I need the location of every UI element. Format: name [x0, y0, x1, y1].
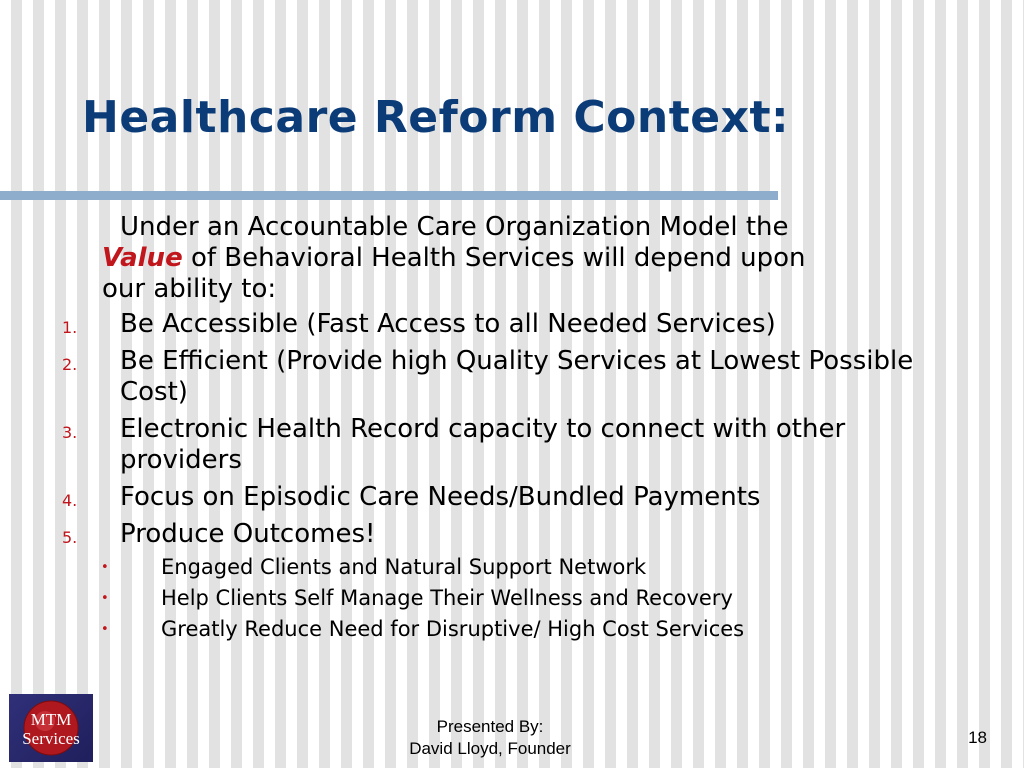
numbered-list [0, 309, 1000, 556]
list-item-text: Be Efficient (Provide high Quality Services at Lowest Possible Cost) [120, 346, 914, 407]
sub-list-item-text: Engaged Clients and Natural Support Network [161, 555, 647, 579]
intro-line-1: Under an Accountable Care Organization Model the [120, 212, 789, 242]
list-item [0, 309, 1000, 340]
list-item-number: 4. [62, 491, 78, 510]
intro-emphasis-value: Value [102, 243, 183, 273]
footer-presenter [330, 716, 650, 760]
logo-line-1: MTM [30, 710, 72, 729]
sub-list-item [0, 614, 1000, 645]
bullet-icon: • [101, 622, 109, 637]
list-item-number: 1. [62, 318, 78, 337]
list-item [0, 482, 1000, 513]
intro-paragraph [102, 212, 982, 305]
sub-bullet-list [0, 552, 1000, 645]
intro-line-2: of Behavioral Health Services will depend upon [182, 243, 806, 273]
bullet-icon: • [101, 560, 109, 575]
list-item-number: 3. [62, 423, 78, 442]
list-item-number: 2. [62, 355, 78, 374]
list-item-number: 5. [62, 528, 78, 547]
presenter-name: David Lloyd, Founder [409, 739, 571, 758]
list-item-text: Focus on Episodic Care Needs/Bundled Payments [120, 482, 761, 512]
sub-list-item [0, 552, 1000, 583]
logo-line-2: Services [22, 729, 80, 748]
slide-title: Healthcare Reform Context: [82, 92, 790, 143]
list-item [0, 519, 1000, 550]
list-item-text: Produce Outcomes! [120, 519, 376, 549]
list-item [0, 414, 1000, 476]
sub-list-item [0, 583, 1000, 614]
sub-list-item-text: Greatly Reduce Need for Disruptive/ High Cost Services [161, 617, 745, 641]
list-item [0, 346, 1000, 408]
bullet-icon: • [101, 591, 109, 606]
slide-number: 18 [968, 728, 987, 747]
title-divider [0, 191, 778, 200]
list-item-text: Be Accessible (Fast Access to all Needed Services) [120, 309, 776, 339]
list-item-text: Electronic Health Record capacity to connect with other providers [120, 414, 846, 475]
mtm-services-logo [9, 694, 93, 762]
presented-by-label: Presented By: [436, 717, 544, 736]
sub-list-item-text: Help Clients Self Manage Their Wellness and Recovery [161, 586, 733, 610]
intro-line-3: our ability to: [102, 274, 277, 304]
